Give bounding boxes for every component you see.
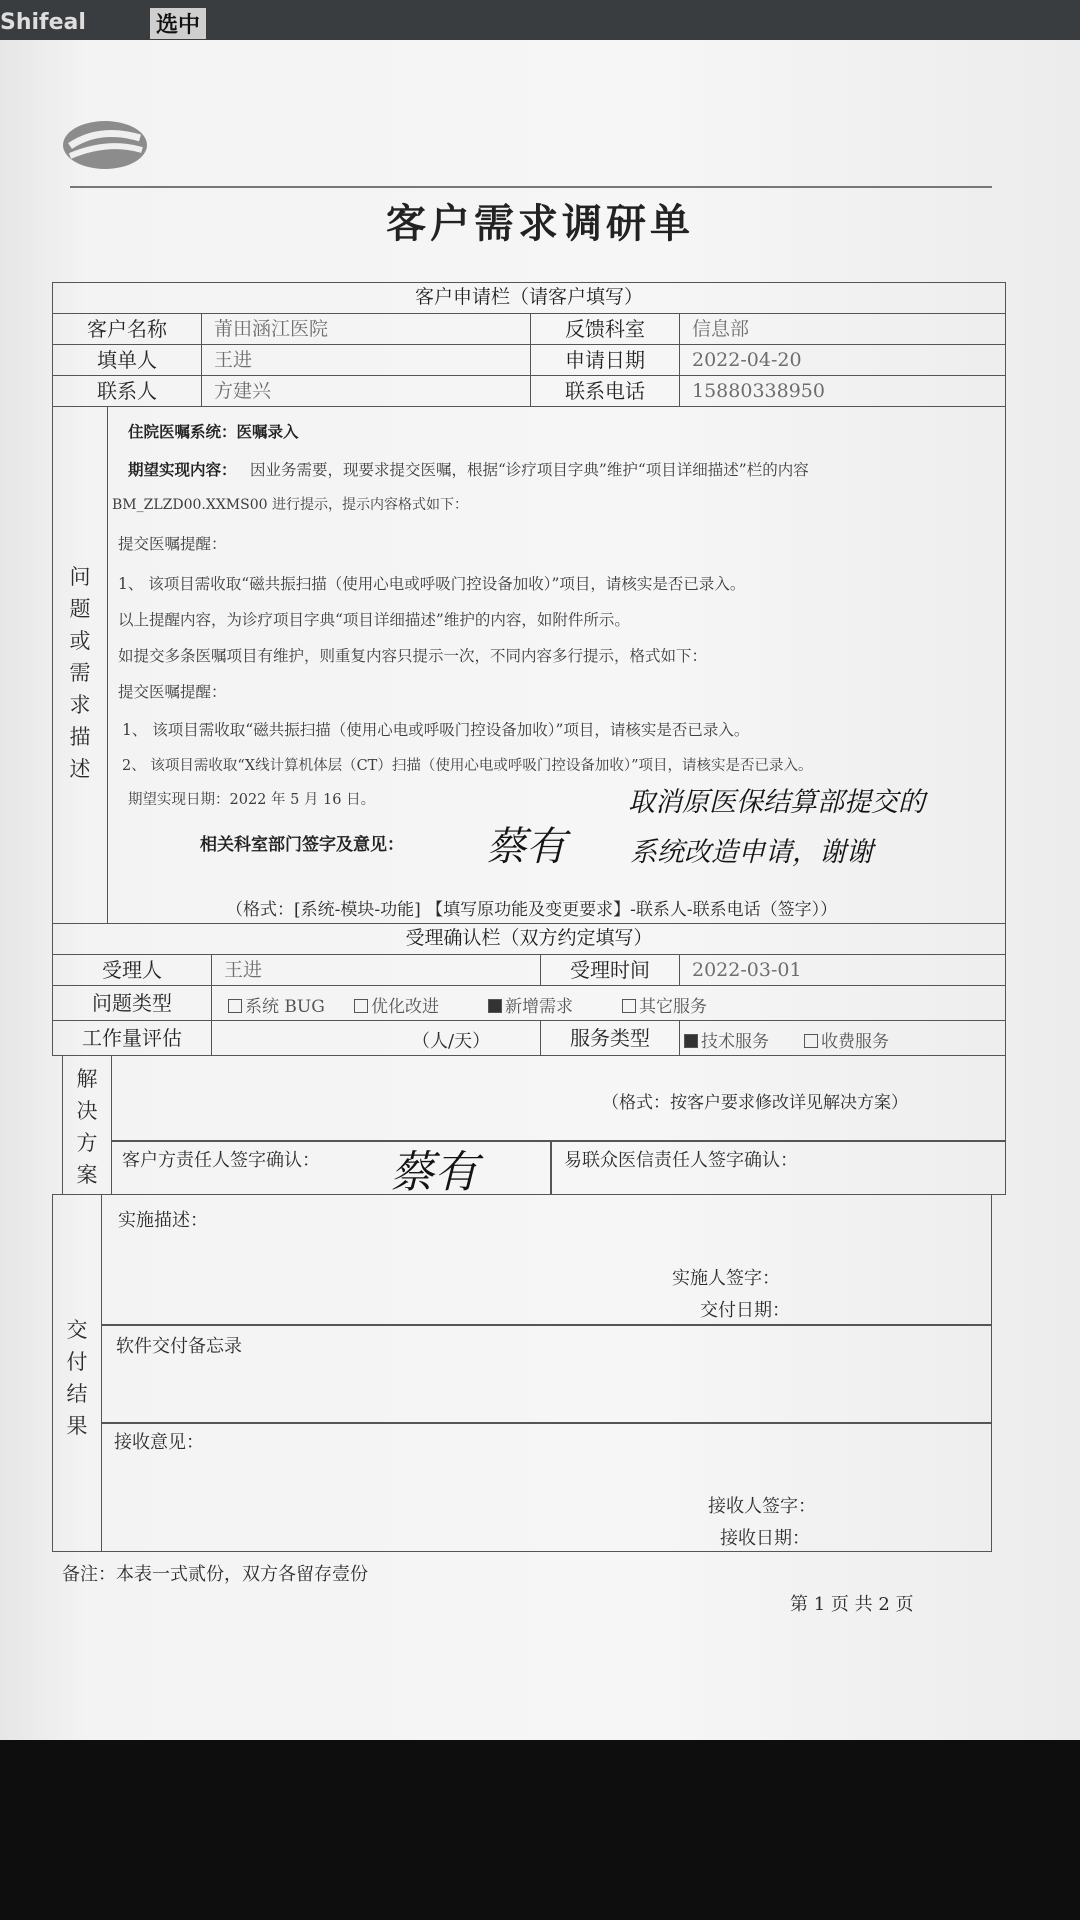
solution-side — [62, 1055, 112, 1195]
type-option-new-checkbox[interactable] — [488, 999, 502, 1013]
type-option-new[interactable] — [488, 992, 573, 1017]
problem-side-label: 问题或需求描述 — [69, 565, 91, 781]
service-option-tech-checkbox[interactable] — [684, 1034, 698, 1048]
dark-background — [0, 1740, 1080, 1920]
problem-line-7: 如提交多条医嘱项目有维护，则重复内容只提示一次，不同内容多行提示，格式如下： — [118, 647, 708, 665]
solution-block — [62, 1055, 1006, 1195]
header-rule — [70, 186, 992, 188]
accept-sign-label: 接收人签字： — [708, 1496, 816, 1517]
problem-line-5: 1、 该项目需收取“磁共振扫描（使用心电或呼吸门控设备加收）”项目，请核实是否已录入。 — [118, 575, 746, 593]
type-option-new-label: 新增需求 — [505, 997, 573, 1017]
customer-signature: 蔡有 — [390, 1147, 478, 1198]
accept-date-label: 接收日期： — [720, 1528, 810, 1549]
problem-line-10: 2、 该项目需收取“X线计算机体层（CT）扫描（使用心电或呼吸门控设备加收）”项目，请核实是否已录入。 — [122, 758, 813, 774]
confirm-header-text: 受理确认栏（双方约定填写） — [405, 927, 653, 949]
type-option-bug[interactable] — [228, 992, 325, 1017]
problem-line-2: 因业务需要，现要求提交医嘱，根据“诊疗项目字典”维护“项目详细描述”栏的内容 — [250, 461, 809, 479]
dept-value: 信息部 — [679, 313, 1006, 345]
problem-line-4: 提交医嘱提醒： — [118, 535, 227, 553]
type-option-optimize-label: 优化改进 — [371, 997, 439, 1017]
company-logo — [60, 118, 150, 172]
problem-line-8: 提交医嘱提醒： — [118, 683, 227, 701]
receive-time-value: 2022-03-01 — [679, 954, 1006, 986]
solution-side-label: 解决方案 — [76, 1067, 98, 1187]
type-option-optimize-checkbox[interactable] — [354, 999, 368, 1013]
type-option-bug-label: 系统 BUG — [245, 997, 325, 1017]
apply-header-text: 客户申请栏（请客户填写） — [414, 286, 643, 308]
service-type-options — [679, 1020, 1006, 1056]
phone-label: 联系电话 — [530, 375, 680, 407]
problem-side — [52, 406, 108, 924]
service-option-tech-label: 技术服务 — [701, 1032, 769, 1052]
dept-sign-label: 相关科室部门签字及意见： — [200, 835, 404, 855]
memo-label: 软件交付备忘录 — [116, 1336, 242, 1357]
service-type-label: 服务类型 — [540, 1020, 680, 1056]
handwritten-note-line-2: 系统改造申请，谢谢 — [630, 837, 873, 868]
phone-value: 15880338950 — [679, 375, 1006, 407]
delivery-date-label: 交付日期： — [700, 1300, 790, 1321]
page-number: 第 1 页 共 2 页 — [790, 1594, 914, 1615]
problem-line-9: 1、 该项目需收取“磁共振扫描（使用心电或呼吸门控设备加收）”项目，请核实是否已录入。 — [122, 721, 750, 739]
filler-label: 填单人 — [52, 344, 202, 376]
service-option-tech[interactable] — [684, 1027, 769, 1052]
footer-note: 备注：本表一式贰份，双方各留存壹份 — [62, 1564, 368, 1585]
problem-line-11: 期望实现日期：2022 年 5 月 16 日。 — [128, 792, 376, 808]
delivery-block — [52, 1194, 992, 1552]
type-option-other[interactable] — [622, 992, 707, 1017]
workload-label: 工作量评估 — [52, 1020, 212, 1056]
impl-sign-label: 实施人签字： — [672, 1268, 780, 1289]
accept-opinion-label: 接收意见： — [114, 1432, 204, 1453]
apply-header — [52, 282, 1006, 314]
customer-name-value: 莆田涵江医院 — [201, 313, 531, 345]
type-option-other-label: 其它服务 — [639, 997, 707, 1017]
type-option-optimize[interactable] — [354, 992, 439, 1017]
problem-type-label: 问题类型 — [52, 985, 212, 1021]
receiver-value: 王进 — [211, 954, 541, 986]
receiver-label: 受理人 — [52, 954, 212, 986]
customer-sign-label: 客户方责任人签字确认： — [122, 1150, 320, 1171]
customer-name-label: 客户名称 — [52, 313, 202, 345]
date-value: 2022-04-20 — [679, 344, 1006, 376]
contact-value: 方建兴 — [201, 375, 531, 407]
problem-line-6: 以上提醒内容，为诊疗项目字典“项目详细描述”维护的内容，如附件所示。 — [118, 611, 630, 629]
problem-line-1: 期望实现内容： — [128, 460, 237, 479]
page-title: 客户需求调研单 — [386, 200, 694, 247]
problem-type-options — [211, 985, 1006, 1021]
type-option-bug-checkbox[interactable] — [228, 999, 242, 1013]
dept-signature: 蔡有 — [486, 824, 566, 870]
delivery-divider-2 — [101, 1422, 992, 1424]
receive-time-label: 受理时间 — [540, 954, 680, 986]
problem-format-note: （格式：[系统-模块-功能] 【填写原功能及变更要求】-联系人-联系电话（签字）） — [226, 900, 838, 920]
problem-line-3: BM_ZLZD00.XXMS00 进行提示，提示内容格式如下： — [112, 497, 468, 513]
delivery-side-label: 交付结果 — [66, 1318, 88, 1438]
background-text-mid: 选中 — [150, 8, 206, 39]
background-keyboard-strip — [0, 0, 1080, 44]
filler-value: 王进 — [201, 344, 531, 376]
solution-divider — [111, 1140, 1006, 1142]
delivery-side — [52, 1194, 102, 1552]
solution-split — [550, 1140, 552, 1195]
workload-unit: （人/天） — [412, 1031, 491, 1052]
solution-format-note: （格式：按客户要求修改详见解决方案） — [602, 1093, 908, 1113]
service-option-paid[interactable] — [804, 1027, 889, 1052]
service-option-paid-checkbox[interactable] — [804, 1034, 818, 1048]
type-option-other-checkbox[interactable] — [622, 999, 636, 1013]
impl-desc-label: 实施描述： — [118, 1210, 208, 1231]
handwritten-note-line-1: 取消原医保结算部提交的 — [628, 787, 925, 818]
vendor-sign-label: 易联众医信责任人签字确认： — [564, 1150, 798, 1171]
background-text-left: Shifeal — [0, 10, 86, 35]
service-option-paid-label: 收费服务 — [821, 1032, 889, 1052]
date-label: 申请日期 — [530, 344, 680, 376]
confirm-header — [52, 923, 1006, 955]
problem-line-0: 住院医嘱系统：医嘱录入 — [128, 422, 299, 441]
dept-label: 反馈科室 — [530, 313, 680, 345]
contact-label: 联系人 — [52, 375, 202, 407]
workload-value[interactable] — [211, 1020, 541, 1056]
delivery-divider-1 — [101, 1324, 992, 1326]
